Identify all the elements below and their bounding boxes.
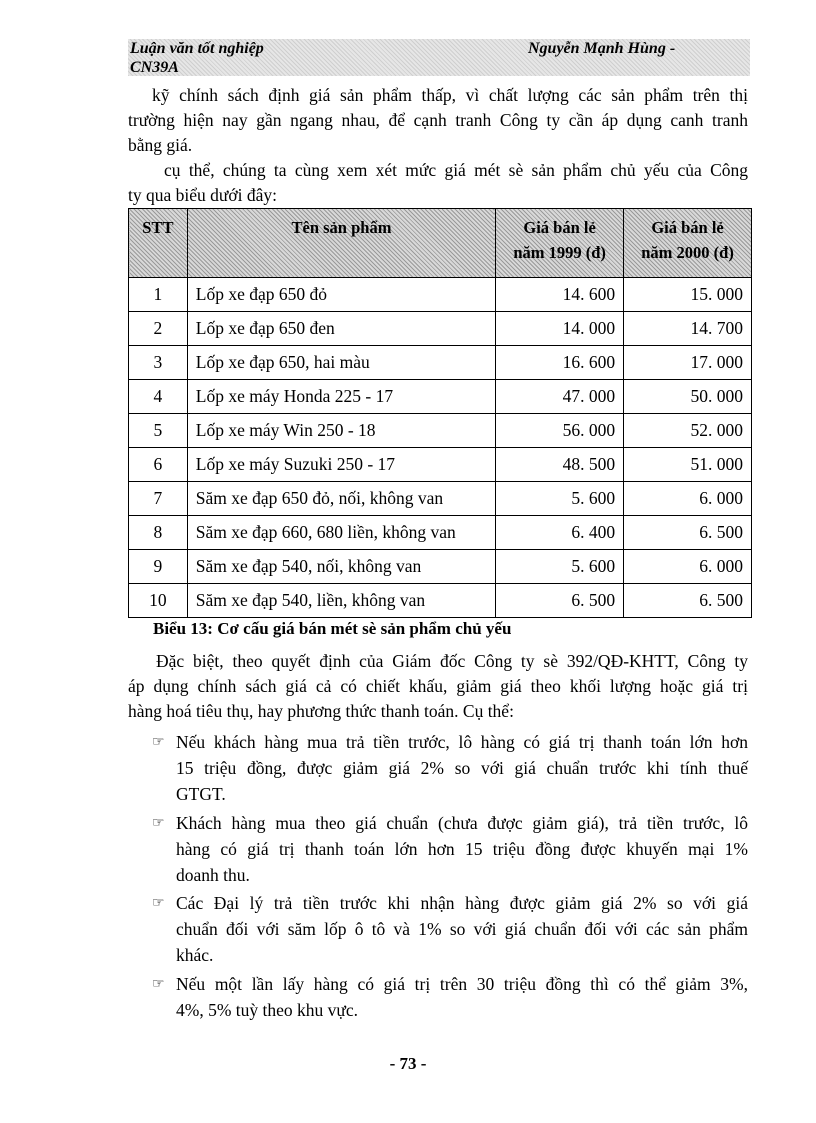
- bullet-item: [152, 971, 748, 1023]
- text-line: kỹ chính sách định giá sản phẩm thấp, vì chất lượng các sản phẩm trên thị: [152, 85, 748, 105]
- cell-price-1999: 5. 600: [496, 550, 624, 584]
- text-line: hàng có giá trị thanh toán lớn hơn 15 triệu đồng được khuyến mại 1%: [176, 839, 748, 859]
- header-line: năm 1999 (đ): [513, 243, 606, 262]
- paragraph-table-intro: [128, 158, 748, 208]
- cell-price-1999: 5. 600: [496, 482, 624, 516]
- cell-stt: 5: [129, 414, 188, 448]
- pointing-hand-icon: ☞: [152, 815, 165, 831]
- cell-price-2000: 6. 000: [624, 482, 752, 516]
- cell-product: Lốp xe máy Suzuki 250 - 17: [187, 448, 495, 482]
- text-line: doanh thu.: [176, 865, 250, 885]
- cell-price-1999: 48. 500: [496, 448, 624, 482]
- table-row: [129, 482, 752, 516]
- text-line: cụ thể, chúng ta cùng xem xét mức giá mét sè sản phẩm chủ yếu của Công: [164, 160, 748, 180]
- cell-product: Lốp xe đạp 650 đỏ: [187, 278, 495, 312]
- cell-stt: 9: [129, 550, 188, 584]
- text-line: Các Đại lý trả tiền trước khi nhận hàng được giảm giá 2% so với giá: [176, 893, 748, 913]
- cell-price-1999: 47. 000: [496, 380, 624, 414]
- column-header-price-1999: [496, 209, 624, 278]
- pointing-hand-icon: ☞: [152, 895, 165, 911]
- paragraph-discount-policy: [128, 649, 748, 724]
- cell-price-2000: 6. 500: [624, 516, 752, 550]
- cell-product: Săm xe đạp 540, liền, không van: [187, 584, 495, 618]
- text-line: Nếu khách hàng mua trả tiền trước, lô hàng có giá trị thanh toán lớn hơn: [176, 732, 748, 752]
- text-line: 15 triệu đồng, được giảm giá 2% so với giá chuẩn trước khi tính thuế: [176, 758, 748, 778]
- cell-price-1999: 14. 600: [496, 278, 624, 312]
- table-row: [129, 550, 752, 584]
- header-line: năm 2000 (đ): [641, 243, 734, 262]
- cell-price-1999: 16. 600: [496, 346, 624, 380]
- price-table: [128, 208, 752, 618]
- pointing-hand-icon: ☞: [152, 734, 165, 750]
- table-row: [129, 278, 752, 312]
- cell-stt: 7: [129, 482, 188, 516]
- cell-price-2000: 52. 000: [624, 414, 752, 448]
- class-code: CN39A: [130, 59, 179, 76]
- cell-price-2000: 14. 700: [624, 312, 752, 346]
- cell-price-1999: 6. 500: [496, 584, 624, 618]
- cell-stt: 3: [129, 346, 188, 380]
- bullet-item: [152, 729, 748, 807]
- text-line: 4%, 5% tuỳ theo khu vực.: [176, 1000, 359, 1020]
- text-line: Khách hàng mua theo giá chuẩn (chưa được giảm giá), trả tiền trước, lô: [176, 813, 748, 833]
- cell-stt: 2: [129, 312, 188, 346]
- bullet-item: [152, 890, 748, 968]
- text-line: chuẩn đối với săm lốp ô tô và 1% so với giá chuẩn đối với các sản phẩm: [176, 919, 748, 939]
- thesis-title: Luận văn tốt nghiệp: [130, 40, 264, 57]
- cell-stt: 8: [129, 516, 188, 550]
- table-row: [129, 448, 752, 482]
- cell-stt: 10: [129, 584, 188, 618]
- cell-product: Lốp xe đạp 650 đen: [187, 312, 495, 346]
- cell-product: Lốp xe máy Honda 225 - 17: [187, 380, 495, 414]
- table-row: [129, 414, 752, 448]
- cell-price-1999: 6. 400: [496, 516, 624, 550]
- cell-price-2000: 15. 000: [624, 278, 752, 312]
- text-line: bằng giá.: [128, 135, 193, 155]
- cell-price-2000: 51. 000: [624, 448, 752, 482]
- text-line: Nếu một lần lấy hàng có giá trị trên 30 triệu đồng thì có thể giảm 3%,: [176, 974, 748, 994]
- table-header-row: [129, 209, 752, 278]
- cell-product: Săm xe đạp 660, 680 liền, không van: [187, 516, 495, 550]
- text-line: trường hiện nay gần ngang nhau, để cạnh tranh Công ty cần áp dụng canh tranh: [128, 110, 748, 130]
- text-line: Đặc biệt, theo quyết định của Giám đốc Công ty sè 392/QĐ-KHTT, Công ty: [156, 651, 748, 671]
- table-row: [129, 346, 752, 380]
- text-line: GTGT.: [176, 784, 226, 804]
- bullet-item: [152, 810, 748, 888]
- header-line: Giá bán lẻ: [523, 218, 596, 237]
- page-number: - 73 -: [389, 1054, 427, 1073]
- cell-price-2000: 50. 000: [624, 380, 752, 414]
- table-row: [129, 380, 752, 414]
- cell-price-1999: 14. 000: [496, 312, 624, 346]
- header-line: Giá bán lẻ: [651, 218, 724, 237]
- table-row: [129, 584, 752, 618]
- cell-price-2000: 6. 500: [624, 584, 752, 618]
- text-line: ty qua biểu dưới đây:: [128, 185, 277, 205]
- page-header: [128, 39, 750, 76]
- text-line: áp dụng chính sách giá cả có chiết khấu, giảm giá theo khối lượng hoặc giá trị: [128, 676, 748, 696]
- cell-price-2000: 17. 000: [624, 346, 752, 380]
- column-header-product: Tên sản phẩm: [187, 209, 495, 278]
- paragraph-intro: [128, 83, 748, 158]
- author-name: Nguyễn Mạnh Hùng -: [528, 40, 676, 57]
- pointing-hand-icon: ☞: [152, 976, 165, 992]
- text-line: hàng hoá tiêu thụ, hay phương thức thanh toán. Cụ thể:: [128, 701, 514, 721]
- column-header-stt: STT: [129, 209, 188, 278]
- table-row: [129, 312, 752, 346]
- table-caption: Biểu 13: Cơ cấu giá bán mét sè sản phẩm chủ yếu: [153, 619, 512, 638]
- cell-stt: 1: [129, 278, 188, 312]
- cell-price-1999: 56. 000: [496, 414, 624, 448]
- column-header-price-2000: [624, 209, 752, 278]
- cell-product: Lốp xe đạp 650, hai màu: [187, 346, 495, 380]
- cell-product: Săm xe đạp 540, nối, không van: [187, 550, 495, 584]
- table-row: [129, 516, 752, 550]
- cell-product: Lốp xe máy Win 250 - 18: [187, 414, 495, 448]
- cell-stt: 6: [129, 448, 188, 482]
- cell-price-2000: 6. 000: [624, 550, 752, 584]
- cell-stt: 4: [129, 380, 188, 414]
- cell-product: Săm xe đạp 650 đỏ, nối, không van: [187, 482, 495, 516]
- text-line: khác.: [176, 945, 214, 965]
